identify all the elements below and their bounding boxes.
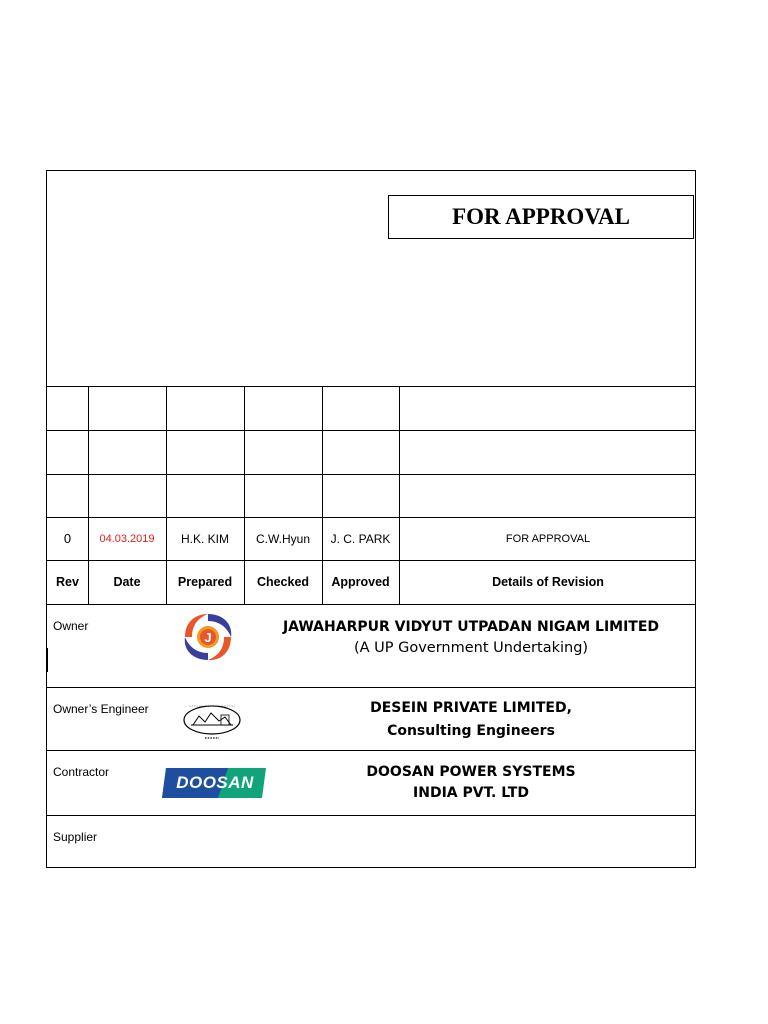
svg-text:J: J	[204, 630, 212, 645]
section-divider	[47, 815, 695, 816]
owner-subtitle: (A UP Government Undertaking)	[353, 640, 589, 656]
contractor-name-line2: INDIA PVT. LTD	[413, 785, 529, 801]
owners-engineer-name: DESEIN PRIVATE LIMITED,	[370, 700, 572, 716]
date-header: Date	[113, 575, 141, 589]
owner-label: Owner	[53, 619, 89, 633]
table-line	[47, 430, 695, 431]
doosan-logo-text: DOOSAN	[176, 773, 254, 792]
section-divider	[47, 687, 695, 688]
owners-engineer-label: Owner’s Engineer	[53, 702, 149, 716]
table-line	[47, 474, 695, 475]
rev-header: Rev	[56, 575, 79, 589]
owner-name-block	[275, 617, 667, 659]
approved-value: J. C. PARK	[330, 531, 391, 546]
approved-header: Approved	[331, 575, 390, 589]
contractor-name-block	[275, 762, 667, 804]
rev-value: 0	[63, 531, 72, 546]
desein-logo-icon	[181, 700, 243, 742]
prepared-value: H.K. KIM	[180, 531, 229, 546]
checked-value: C.W.Hyun	[255, 531, 310, 546]
jvunl-swirl-logo-icon	[179, 611, 237, 663]
checked-header: Checked	[256, 575, 310, 589]
section-divider	[47, 750, 695, 751]
contractor-label: Contractor	[53, 765, 110, 779]
owner-name: JAWAHARPUR VIDYUT UTPADAN NIGAM LIMITED	[282, 619, 660, 635]
approval-stamp: FOR APPROVAL	[388, 195, 694, 239]
supplier-label: Supplier	[53, 830, 98, 844]
document-cover-sheet	[46, 170, 696, 868]
date-value: 04.03.2019	[99, 532, 155, 545]
doosan-logo-icon	[160, 765, 270, 801]
table-top-line	[47, 386, 695, 387]
contractor-name-line1: DOOSAN POWER SYSTEMS	[366, 764, 576, 780]
owners-engineer-subtitle: Consulting Engineers	[387, 723, 555, 739]
details-value: FOR APPROVAL	[505, 532, 591, 545]
prepared-header: Prepared	[177, 575, 233, 589]
details-header: Details of Revision	[492, 575, 604, 589]
owners-engineer-name-block	[275, 697, 667, 743]
table-bottom-line	[47, 604, 695, 605]
